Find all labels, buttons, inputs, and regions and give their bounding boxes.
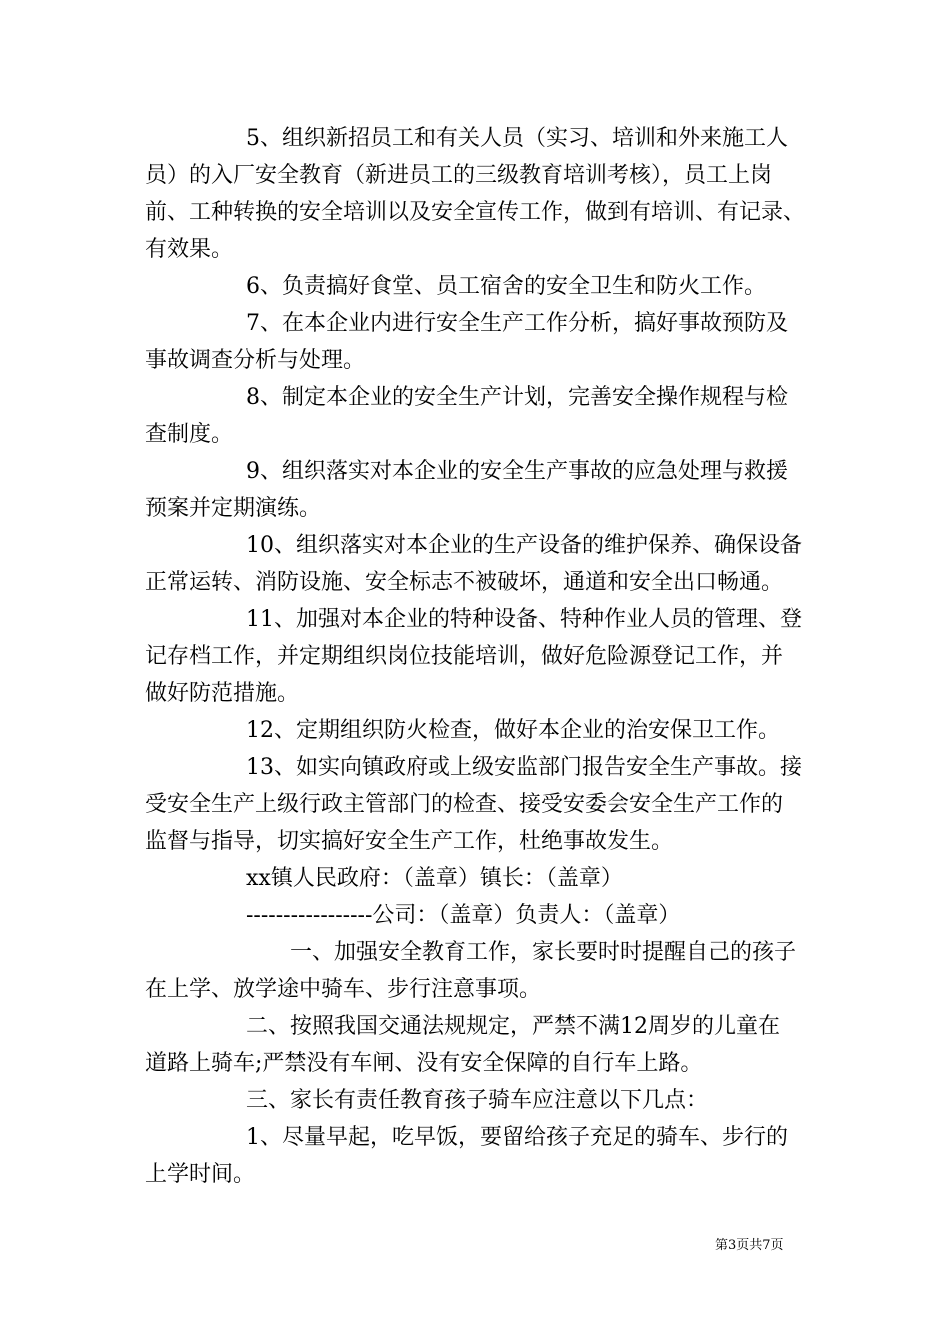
page-number-footer: 第3页共7页 <box>715 1238 784 1253</box>
text-line: 有效果。 <box>145 237 234 262</box>
text-line: 做好防范措施。 <box>145 681 300 706</box>
text-line: 11、加强对本企业的特种设备、特种作业人员的管理、登 <box>246 607 802 632</box>
text-line: 三、家长有责任教育孩子骑车应注意以下几点： <box>246 1088 709 1113</box>
text-line: 监督与指导，切实搞好安全生产工作，杜绝事故发生。 <box>145 829 674 854</box>
text-line: 一、加强安全教育工作，家长要时时提醒自己的孩子 <box>290 940 797 965</box>
text-line: 9、组织落实对本企业的安全生产事故的应急处理与救援 <box>246 459 788 484</box>
text-line: 事故调查分析与处理。 <box>145 348 366 373</box>
text-line: 13、如实向镇政府或上级安监部门报告安全生产事故。接 <box>246 755 802 780</box>
text-line: 记存档工作，并定期组织岗位技能培训，做好危险源登记工作，并 <box>145 644 784 669</box>
text-line: 8、制定本企业的安全生产计划，完善安全操作规程与检 <box>246 385 788 410</box>
signature-line: -----------------公司：（盖章）负责人：（盖章） <box>246 903 681 928</box>
text-line: 员）的入厂安全教育（新进员工的三级教育培训考核），员工上岗 <box>145 163 773 188</box>
text-line: 1、尽量早起，吃早饭，要留给孩子充足的骑车、步行的 <box>246 1125 788 1150</box>
text-line: 在上学、放学途中骑车、步行注意事项。 <box>145 977 542 1002</box>
text-line: 6、负责搞好食堂、员工宿舍的安全卫生和防火工作。 <box>246 274 766 299</box>
text-line: 5、组织新招员工和有关人员（实习、培训和外来施工人 <box>246 126 788 151</box>
text-line: 前、工种转换的安全培训以及安全宣传工作，做到有培训、有记录、 <box>145 200 806 225</box>
text-line: 7、在本企业内进行安全生产工作分析，搞好事故预防及 <box>246 311 788 336</box>
text-line: 查制度。 <box>145 422 234 447</box>
text-line: 二、按照我国交通法规规定，严禁不满12周岁的儿童在 <box>246 1014 780 1039</box>
text-line: 正常运转、消防设施、安全标志不被破坏，通道和安全出口畅通。 <box>145 570 784 595</box>
text-line: 上学时间。 <box>145 1162 256 1187</box>
text-line: 12、定期组织防火检查，做好本企业的治安保卫工作。 <box>246 718 780 743</box>
text-line: 10、组织落实对本企业的生产设备的维护保养、确保设备 <box>246 533 802 558</box>
text-line: 受安全生产上级行政主管部门的检查、接受安委会安全生产工作的 <box>145 792 784 817</box>
text-line: 预案并定期演练。 <box>145 496 322 521</box>
signature-line: xx镇人民政府：（盖章）镇长：（盖章） <box>246 866 623 891</box>
text-line: 道路上骑车;严禁没有车闸、没有安全保障的自行车上路。 <box>145 1051 703 1076</box>
